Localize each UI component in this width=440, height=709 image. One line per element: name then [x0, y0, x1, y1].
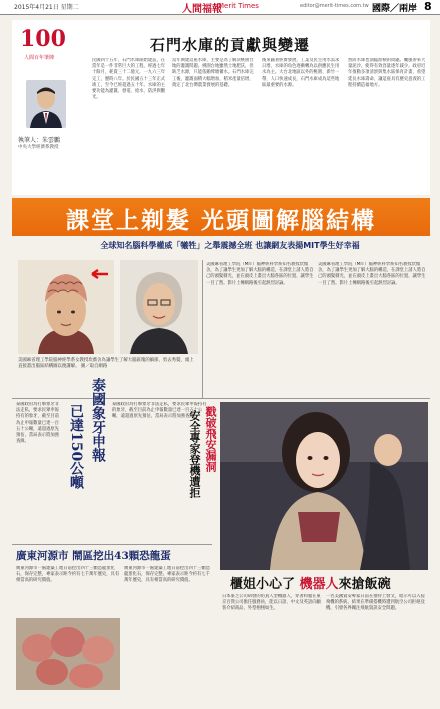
- brain-story-text: 美國麻省理工學院（MIT）腦神經科學系知名教授坎薇舍，為了讓學生更加了解大腦的構造，在課堂上請人將自己的頭髮剃光，並在頭皮上畫出大腦各區的位置，讓學生一目了然。影片上傳網路後引起熱烈討論。: [206, 262, 314, 286]
- brain-photo-caption: 美國麻省理工學院腦神經學系女教授坎薇舍為讓學生了解大腦區塊的細節，剪去秀髮，頭上直接畫出腦區結構圖以便講解。 圖／取自網路: [18, 358, 194, 369]
- robot-headline-c: 來搶飯碗: [338, 577, 391, 592]
- dino-egg-photo: [16, 618, 120, 690]
- robot-text-2: 一名美國資安專家日前在推特上發文，暗示可以入侵飛機的系統，結果在準備搭機時遭到航空公司拒絕登機，引發各界關注飛航資訊安全問題。: [326, 594, 425, 612]
- dino-text-2: 廣東河源市一處建築工地日前挖出四十三顆恐龍蛋化石，保存完整，專家表示距今約有七千萬年歷史，具有相當高的研究價值。: [124, 566, 210, 584]
- hundred-logo-caption: 人間百年筆陣: [24, 55, 55, 61]
- elephant-text-2: 泰國政府為打擊象牙非法走私，要求民眾申報持有的象牙，截至目前為止申報數量已達一百五十公噸，遠超過原先預估，當局表示將加強查緝。: [112, 402, 207, 420]
- top-article-col-4: 然而水庫也面臨淤積的問題。颱風帶來大量泥沙，使得有效容量逐年減少。政府近年推動多項清淤與集水區保育計畫，希望延長水庫壽命，讓這座具有歷史意義的工程持續造福地方。: [348, 58, 426, 88]
- section-divider-left: [12, 544, 212, 545]
- robot-text: 日本東芝公司研發的仿真人型機器人，穿著和服在東京百貨公司擔任服務員，能以日語、中文及英語向顧客介紹商品，外型栩栩如生。: [222, 594, 321, 612]
- banner-headline: 課堂上剃髮 光頭圖解腦結構: [65, 207, 376, 234]
- elephant-headline-a: 泰國象牙申報: [90, 378, 106, 462]
- dino-text: 廣東河源市一處建築工地日前挖出四十三顆恐龍蛋化石，保存完整，專家表示距今約有七千萬年歷史，具有相當高的研究價值。: [16, 566, 120, 584]
- issue-date: 2015年4月21日 星期二: [14, 4, 79, 11]
- editor-email: editor@merit-times.com.tw: [300, 3, 369, 9]
- brain-story-text-2: 美國麻省理工學院（MIT）腦神經科學系知名教授坎薇舍，為了讓學生更加了解大腦的構造，在課堂上請人將自己的頭髮剃光，並在頭皮上畫出大腦各區的位置，讓學生一目了然。影片上傳網路後引起熱烈討論。: [318, 262, 426, 286]
- newspaper-logo-en: Merit Times: [218, 2, 259, 10]
- newspaper-logo: 人間福報: [182, 4, 222, 15]
- section-divider: [12, 398, 430, 399]
- top-article-headline: 石門水庫的貢獻與變遷: [150, 36, 311, 54]
- author-portrait: [26, 80, 66, 128]
- top-article-col-3: 後來隨著經濟發展，工業及民生用水需求日增，水庫的角色逐漸轉為以供應民生用水為主。大台北地區以外的桃園、新竹一帶，人口快速成長，石門水庫成為這些地區最重要的水源。: [262, 58, 340, 88]
- security-headline-a: 戳破飛安漏洞: [204, 406, 217, 472]
- author-name: 執筆人：朱雲鵬: [18, 137, 61, 144]
- brain-head-photo: [18, 260, 114, 354]
- robot-headline-b: 機器人: [299, 577, 339, 592]
- elephant-text: 泰國政府為打擊象牙非法走私，要求民眾申報持有的象牙，截至目前為止申報數量已達一百五十公噸，遠超過原先預估，當局表示將加強查緝。: [16, 402, 59, 445]
- hundred-logo: 100: [20, 26, 66, 52]
- brain-story-banner: [12, 198, 430, 236]
- robot-headline-a: 櫃姐小心了: [230, 577, 296, 592]
- top-article-col-1: 民國四十五年，石門水庫開始建造，在當年是一件非常巨大的工程，經過七年十餘月，耗資三十二億元，一九六三年完工，歷時八年。於民國五十三年正式竣工，至今已經超過五十年。水庫的主要功能為灌溉、發電、給水、防洪與觀光。: [92, 58, 166, 101]
- dino-headline: 廣東河源市 鬧區挖出43顆恐龍蛋: [16, 550, 171, 562]
- page-number: 8: [424, 0, 432, 13]
- column-divider: [202, 260, 203, 398]
- author-title: 中央大學經濟系教授: [18, 145, 59, 150]
- top-article-col-2: 當年興建這座水庫，主要是為了解決桃園台地的灌溉問題。桃園台地雖然土地肥沃，但缺乏水源，只能依賴埤塘蓄水。石門水庫完工後，灌溉面積大幅增加，稻米產量倍增，奠定了北台灣農業發展的基礎。: [172, 58, 254, 88]
- section-title: 國際／兩岸: [372, 4, 418, 14]
- security-headline-b: 安全專家登機遭拒: [188, 410, 201, 498]
- robot-photo: [220, 402, 428, 570]
- professor-photo: [120, 260, 198, 354]
- banner-subhead: 全球知名腦科學權威「犧牲」之舉震撼全班 也讓網友表揚MIT學生好幸福: [100, 241, 360, 250]
- robot-headline: [230, 573, 391, 592]
- elephant-headline-b: 已達150公噸: [68, 404, 84, 490]
- page-header: [0, 0, 440, 15]
